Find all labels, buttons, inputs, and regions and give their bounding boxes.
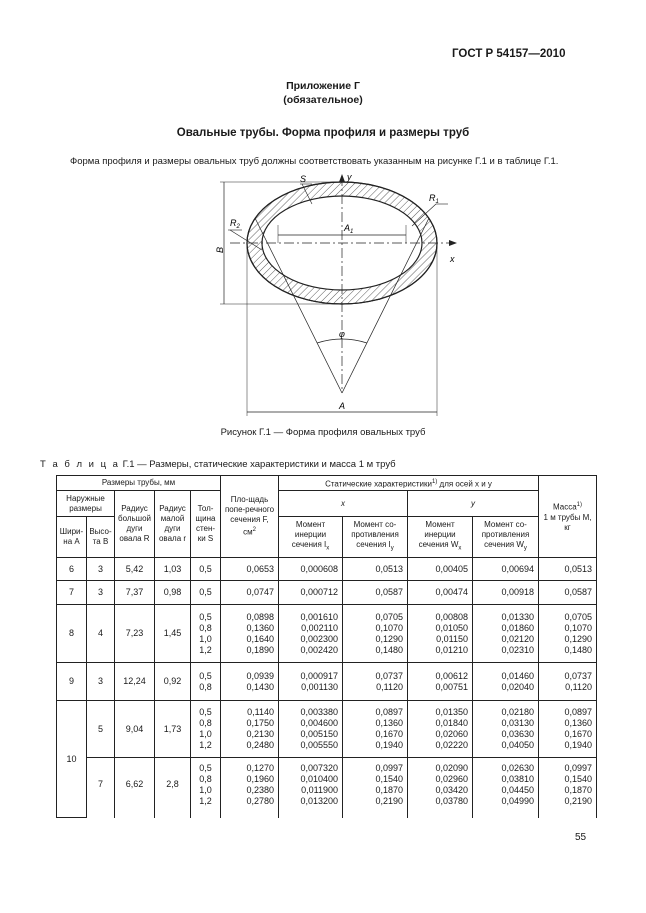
table-row	[57, 701, 597, 758]
table-cell: 0,01460 0,02040	[473, 663, 539, 701]
table-cell: 0,0737 0,1120	[343, 663, 408, 701]
standard-number: ГОСТ Р 54157—2010	[452, 48, 566, 60]
table-cell: 0,0737 0,1120	[539, 663, 597, 701]
header-radius-large: Радиус большой дуги овала R	[115, 491, 155, 558]
header-axis-x: x	[279, 491, 408, 517]
table-cell: 1,03	[155, 558, 191, 581]
table-cell: 1,73	[155, 701, 191, 758]
header-resist-x: Момент со-противления сечения $I_y$	[343, 517, 408, 558]
label-x: x	[450, 254, 455, 264]
table-cell: 10	[57, 701, 87, 818]
table-cell: 12,24	[115, 663, 155, 701]
label-y: y	[347, 172, 352, 182]
table-cell: 0,0653	[221, 558, 279, 581]
label-r1: $R_1$	[429, 193, 439, 205]
table-cell: 0,0939 0,1430	[221, 663, 279, 701]
header-height: Высо-та B	[87, 517, 115, 558]
table-cell: 0,0587	[343, 581, 408, 605]
table-cell: 9	[57, 663, 87, 701]
table-caption-prefix: Т а б л и ц а	[40, 459, 120, 470]
pipe-table	[56, 475, 597, 818]
table-cell: 0,0897 0,1360 0,1670 0,1940	[539, 701, 597, 758]
page-number: 55	[575, 832, 587, 843]
oval-profile-figure	[200, 168, 470, 418]
table-cell: 0,000712	[279, 581, 343, 605]
appendix-label: Приложение Г	[286, 80, 360, 92]
table-cell: 0,01350 0,01840 0,02060 0,02220	[408, 701, 473, 758]
header-mass: Масса$^{1)}$ 1 м трубы M, кг	[539, 476, 597, 558]
table-row	[57, 663, 597, 701]
intro-paragraph: Форма профиля и размеры овальных труб должны соответствовать указанным на рисунке Г.1 и в таблице Г.1.	[70, 156, 559, 167]
table-cell: 0,0897 0,1360 0,1670 0,1940	[343, 701, 408, 758]
figure-caption: Рисунок Г.1 — Форма профиля овальных труб	[220, 427, 426, 438]
table-cell: 4	[87, 605, 115, 663]
table-cell: 0,0705 0,1070 0,1290 0,1480	[539, 605, 597, 663]
header-width: Шири-на A	[57, 517, 87, 558]
label-b: B	[215, 246, 225, 253]
table-cell: 0,00808 0,01050 0,01150 0,01210	[408, 605, 473, 663]
header-moment-y: Момент инерции сечения $W_x$	[408, 517, 473, 558]
table-cell: 0,0747	[221, 581, 279, 605]
label-a1: $A_1$	[344, 223, 354, 235]
table-cell: 0,00918	[473, 581, 539, 605]
table-container	[56, 475, 597, 818]
table-cell: 7,23	[115, 605, 155, 663]
label-phi: φ	[339, 329, 345, 339]
table-caption	[40, 459, 396, 470]
table-cell: 0,02090 0,02960 0,03420 0,03780	[408, 758, 473, 818]
label-s: S	[300, 174, 307, 184]
table-cell: 0,02180 0,03130 0,03630 0,04050	[473, 701, 539, 758]
table-cell: 0,5 0,8 1,0 1,2	[191, 758, 221, 818]
table-cell: 7,37	[115, 581, 155, 605]
table-cell: 0,01330 0,01860 0,02120 0,02310	[473, 605, 539, 663]
table-cell: 1,45	[155, 605, 191, 663]
table-cell: 0,001610 0,002110 0,002300 0,002420	[279, 605, 343, 663]
table-cell: 3	[87, 663, 115, 701]
header-inertia-x: Момент инерции сечения $I_x$	[279, 517, 343, 558]
table-cell: 5,42	[115, 558, 155, 581]
table-cell: 0,0997 0,1540 0,1870 0,2190	[539, 758, 597, 818]
header-dimensions: Размеры трубы, мм	[57, 476, 221, 491]
label-r2: $R_2$	[230, 218, 240, 230]
appendix-status: (обязательное)	[283, 94, 363, 106]
table-cell: 0,5 0,8	[191, 663, 221, 701]
table-cell: 0,5	[191, 581, 221, 605]
table-cell: 0,00474	[408, 581, 473, 605]
header-axis-y: y	[408, 491, 539, 517]
table-cell: 0,0587	[539, 581, 597, 605]
header-wall: Тол-щина стен-ки S	[191, 491, 221, 558]
section-heading: Овальные трубы. Форма профиля и размеры труб	[176, 127, 470, 139]
table-cell: 8	[57, 605, 87, 663]
label-a: A	[339, 401, 346, 411]
table-cell: 0,000917 0,001130	[279, 663, 343, 701]
header-static: Статические характеристики$^{1)}$ для осей x и y	[279, 476, 539, 491]
table-cell: 0,007320 0,010400 0,011900 0,013200	[279, 758, 343, 818]
table-row	[57, 581, 597, 605]
header-area: Пло-щадь попе-речного сечения F, $см^2$	[221, 476, 279, 558]
table-cell: 0,5 0,8 1,0 1,2	[191, 701, 221, 758]
table-cell: 6	[57, 558, 87, 581]
table-cell: 0,0705 0,1070 0,1290 0,1480	[343, 605, 408, 663]
header-radius-small: Радиус малой дуги овала r	[155, 491, 191, 558]
table-cell: 0,02630 0,03810 0,04450 0,04990	[473, 758, 539, 818]
header-resist-y: Момент со-противления сечения $W_y$	[473, 517, 539, 558]
table-cell: 0,000608	[279, 558, 343, 581]
table-cell: 0,0898 0,1360 0,1640 0,1890	[221, 605, 279, 663]
table-cell: 5	[87, 701, 115, 758]
table-cell: 6,62	[115, 758, 155, 818]
table-cell: 9,04	[115, 701, 155, 758]
table-cell: 0,0997 0,1540 0,1870 0,2190	[343, 758, 408, 818]
table-cell: 0,1270 0,1960 0,2380 0,2780	[221, 758, 279, 818]
table-cell: 3	[87, 558, 115, 581]
table-cell: 7	[87, 758, 115, 818]
table-cell: 3	[87, 581, 115, 605]
table-cell: 0,1140 0,1750 0,2130 0,2480	[221, 701, 279, 758]
table-row	[57, 558, 597, 581]
table-cell: 0,5	[191, 558, 221, 581]
table-cell: 0,0513	[343, 558, 408, 581]
table-cell: 0,92	[155, 663, 191, 701]
table-row	[57, 605, 597, 663]
table-cell: 0,00612 0,00751	[408, 663, 473, 701]
table-cell: 0,00405	[408, 558, 473, 581]
table-cell: 7	[57, 581, 87, 605]
table-cell: 0,00694	[473, 558, 539, 581]
appendix-title	[0, 79, 646, 107]
header-outer-sizes: Наружные размеры	[57, 491, 115, 517]
table-caption-text: Г.1 — Размеры, статические характеристики и масса 1 м труб	[119, 459, 396, 470]
table-cell: 0,5 0,8 1,0 1,2	[191, 605, 221, 663]
table-cell: 0,0513	[539, 558, 597, 581]
table-cell: 0,003380 0,004600 0,005150 0,005550	[279, 701, 343, 758]
table-cell: 0,98	[155, 581, 191, 605]
table-cell: 2,8	[155, 758, 191, 818]
table-row	[57, 758, 597, 818]
